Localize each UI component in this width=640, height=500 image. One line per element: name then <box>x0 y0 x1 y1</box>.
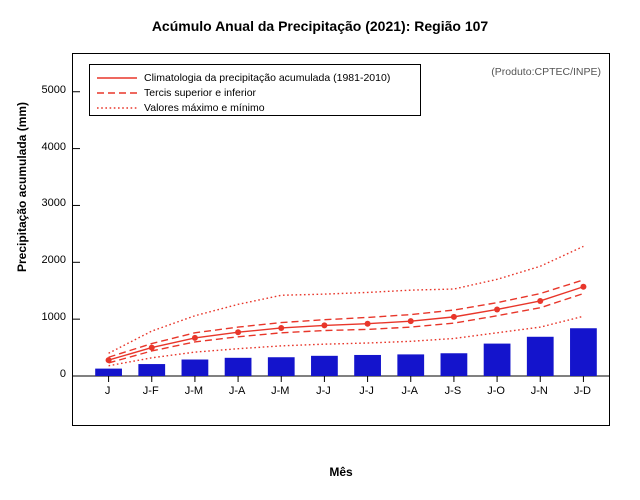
bar <box>95 369 122 376</box>
data-point <box>580 284 586 290</box>
chart-legend <box>89 64 421 116</box>
x-tick-label: J-F <box>142 385 159 397</box>
bar <box>397 354 424 376</box>
legend-label-climatology: Climatologia da precipitação acumulada (1981-2010) <box>144 71 391 84</box>
y-tick-label: 1000 <box>41 311 66 324</box>
x-axis-label: Mês <box>329 465 353 479</box>
x-tick-label: J-A <box>401 385 418 397</box>
bar <box>484 344 511 376</box>
x-tick-label: J <box>104 385 111 397</box>
bar <box>311 356 338 376</box>
data-point <box>321 322 327 328</box>
legend-sample-dotted <box>96 102 138 114</box>
legend-sample-solid <box>96 72 138 84</box>
bar <box>225 358 252 376</box>
legend-item-terciles <box>96 85 414 100</box>
data-point <box>451 314 457 320</box>
series-line <box>109 294 584 363</box>
y-tick-label: 3000 <box>41 197 66 210</box>
data-point <box>149 345 155 351</box>
y-tick-label: 2000 <box>41 254 66 267</box>
legend-label-extremes: Valores máximo e mínimo <box>144 101 265 114</box>
data-point <box>278 325 284 331</box>
y-axis-label: Precipitação acumulada (mm) <box>15 101 29 273</box>
bar <box>182 360 209 376</box>
legend-sample-dashed <box>96 87 138 99</box>
x-tick-label: J-A <box>228 385 246 397</box>
data-point <box>235 329 241 335</box>
y-tick-label: 0 <box>59 368 66 380</box>
data-point <box>408 318 414 324</box>
y-tick-label: 4000 <box>41 140 66 153</box>
bar <box>570 328 597 376</box>
x-tick-label: J-J <box>359 385 374 397</box>
series-line <box>109 280 584 357</box>
x-tick-label: J-M <box>184 385 204 397</box>
x-tick-label: J-J <box>316 385 331 397</box>
legend-label-terciles: Tercis superior e inferior <box>144 86 257 99</box>
bar <box>527 337 554 376</box>
series-line <box>109 287 584 360</box>
x-tick-label: J-O <box>487 385 505 397</box>
data-point <box>192 335 198 341</box>
data-point <box>537 298 543 304</box>
x-tick-label: J-D <box>573 385 591 397</box>
x-tick-label: J-S <box>444 385 462 397</box>
chart-title: Acúmulo Anual da Precipitação (2021): Região 107 <box>151 18 489 34</box>
x-tick-label: J-M <box>271 385 290 397</box>
bar <box>138 364 165 376</box>
x-tick-label: J-N <box>530 385 548 397</box>
source-annotation: (Produto:CPTEC/INPE) <box>491 66 601 78</box>
data-point <box>365 321 371 327</box>
legend-item-climatology <box>96 70 414 85</box>
legend-item-extremes <box>96 100 414 115</box>
bar <box>354 355 381 376</box>
bar <box>268 357 295 376</box>
bar <box>441 353 468 376</box>
plot-area <box>72 53 610 426</box>
y-tick-label: 5000 <box>41 83 66 96</box>
data-point <box>494 306 500 312</box>
